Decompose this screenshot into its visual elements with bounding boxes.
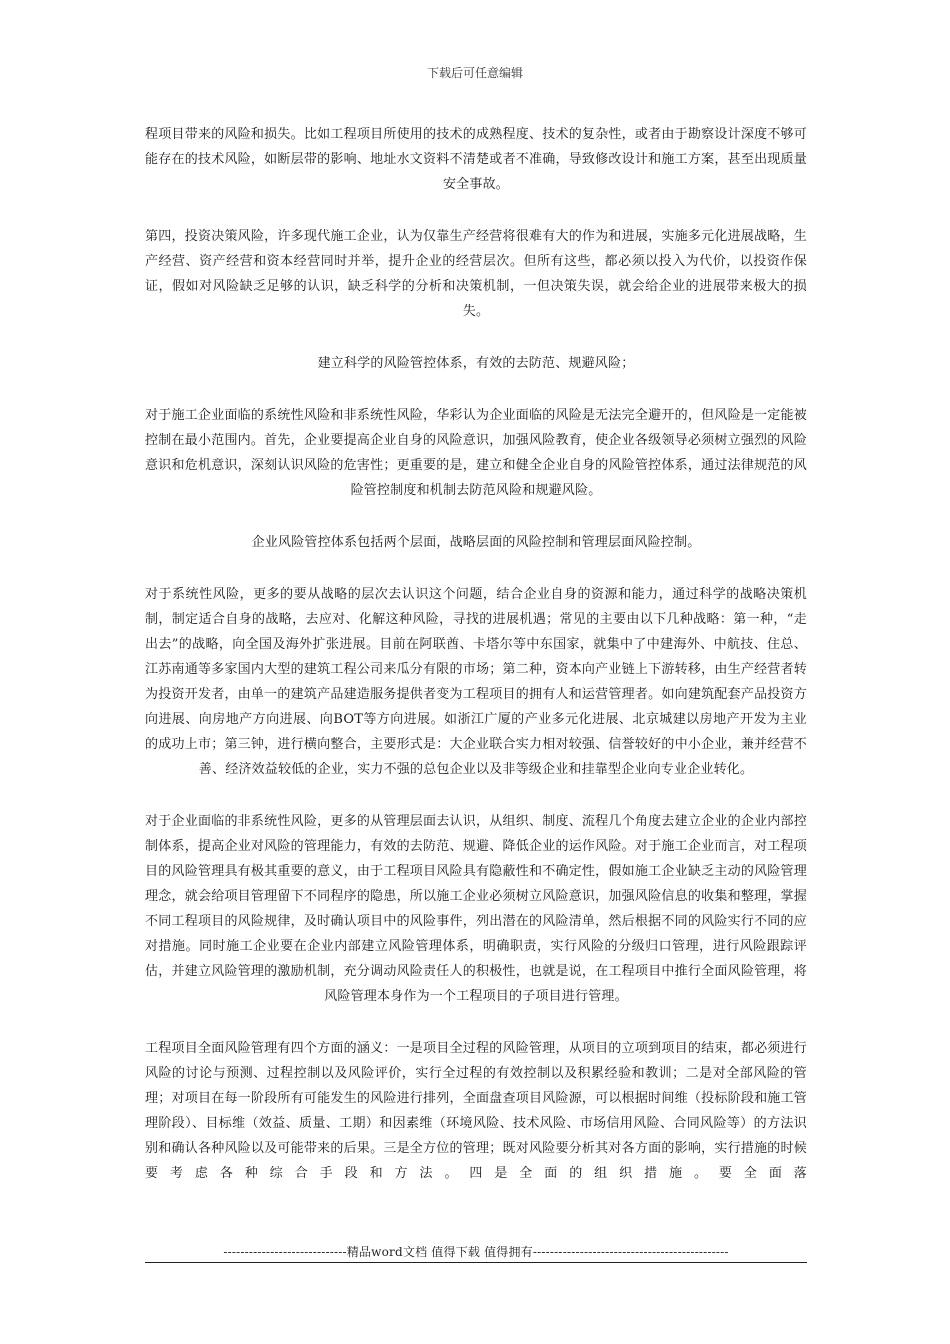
document-body bbox=[145, 122, 807, 1186]
paragraph-6: 对于企业面临的非系统性风险，更多的从管理层面去认识，从组织、制度、流程几个角度去建立企业的企业内部控制体系，提高企业对风险的管理能力，有效的去防范、规避、降低企业的运作风险。对于施工企业而言，对工程项目的风险管理具有极其重要的意义，由于工程项目风险具有隐蔽性和不确定性，假如施工企业缺乏主动的风险管理理念，就会给项目管理留下不同程序的隐患，所以施工企业必须树立风险意识，加强风险信息的收集和整理，掌握不同工程项目的风险规律，及时确认项目中的风险事件，列出潜在的风险清单，然后根据不同的风险实行不同的应对措施。同时施工企业要在企业内部建立风险管理体系，明确职责，实行风险的分级归口管理，进行风险跟踪评估，并建立风险管理的激励机制，充分调动风险责任人的积极性，也就是说，在工程项目中推行全面风险管理，将风险管理本身作为一个工程项目的子项目进行管理。 bbox=[145, 814, 807, 1004]
paragraph-5: 对于系统性风险，更多的要从战略的层次去认识这个问题，结合企业自身的资源和能力，通过科学的战略决策机制，制定适合自身的战略，去应对、化解这种风险，寻找的进展机遇；常见的主要由以下几种战略：第一种，“走出去”的战略，向全国及海外扩张进展。目前在阿联酋、卡塔尔等中东国家，就集中了中建海外、中航技、住总、江苏南通等多家国内大型的建筑工程公司来瓜分有限的市场；第二种，资本向产业链上下游转移，由生产经营者转为投资开发者，由单一的建筑产品建造服务提供者变为工程项目的拥有人和运营管理者。如向建筑配套产品投资方向进展、向房地产方向进展、向BOT等方向进展。如浙江广厦的产业多元化进展、北京城建以房地产开发为主业的成功上市；第三钟，进行横向整合，主要形式是：大企业联合实力相对较强、信誉较好的中小企业，兼并经营不善、经济效益较低的企业，实力不强的总包企业以及非等级企业和挂靠型企业向专业企业转化。 bbox=[145, 587, 807, 777]
paragraph-1: 程项目带来的风险和损失。比如工程项目所使用的技术的成熟程度、技术的复杂性，或者由于勘察设计深度不够可能存在的技术风险，如断层带的影响、地址水文资料不清楚或者不准确，导致修改设计和施工方案，甚至出现质量安全事故。 bbox=[145, 127, 807, 192]
paragraph-3: 对于施工企业面临的系统性风险和非系统性风险，华彩认为企业面临的风险是无法完全避开的，但风险是一定能被控制在最小范围内。首先，企业要提高企业自身的风险意识，加强风险教育，使企业各级领导必须树立强烈的风险意识和危机意识，深刻认识风险的危害性；更重要的是，建立和健全企业自身的风险管控体系，通过法律规范的风险管控制度和机制去防范风险和规避风险。 bbox=[145, 408, 807, 498]
paragraph-2: 第四，投资决策风险，许多现代施工企业，认为仅靠生产经营将很难有大的作为和进展，实施多元化进展战略，生产经营、资产经营和资本经营同时并举，提升企业的经营层次。但所有这些，都必须以投入为代价，以投资作保证，假如对风险缺乏足够的认识，缺乏科学的分析和决策机制，一但决策失误，就会给企业的进展带来极大的损失。 bbox=[145, 229, 807, 319]
footer-divider bbox=[145, 1262, 807, 1263]
section-heading-risk-control: 建立科学的风险管控体系，有效的去防范、规避风险； bbox=[317, 356, 635, 371]
page-header: 下载后可任意编辑 bbox=[426, 66, 523, 80]
paragraph-7: 工程项目全面风险管理有四个方面的涵义：一是项目全过程的风险管理，从项目的立项到项目的结束，都必须进行风险的讨论与预测、过程控制以及风险评价，实行全过程的有效控制以及积累经验和教训；二是对全部风险的管理；对项目在每一阶段所有可能发生的风险进行排列，全面盘查项目风险源，可以根据时间维（投标阶段和施工管理阶段）、目标维（效益、质量、工期）和因素维（环境风险、技术风险、市场信用风险、合同风险等）的方法识别和确认各种风险以及可能带来的后果。三是全方位的管理；既对风险要分析其对各方面的影响，实行措施的时候要考虑各种综合手段和方法。四是全面的组织措施。要全面落 bbox=[145, 1041, 807, 1181]
page-footer: -----------------------------精品word文档 值得下载 值得拥有---------------------------------------------- bbox=[223, 1245, 729, 1259]
paragraph-4: 企业风险管控体系包括两个层面，战略层面的风险控制和管理层面风险控制。 bbox=[251, 535, 701, 550]
